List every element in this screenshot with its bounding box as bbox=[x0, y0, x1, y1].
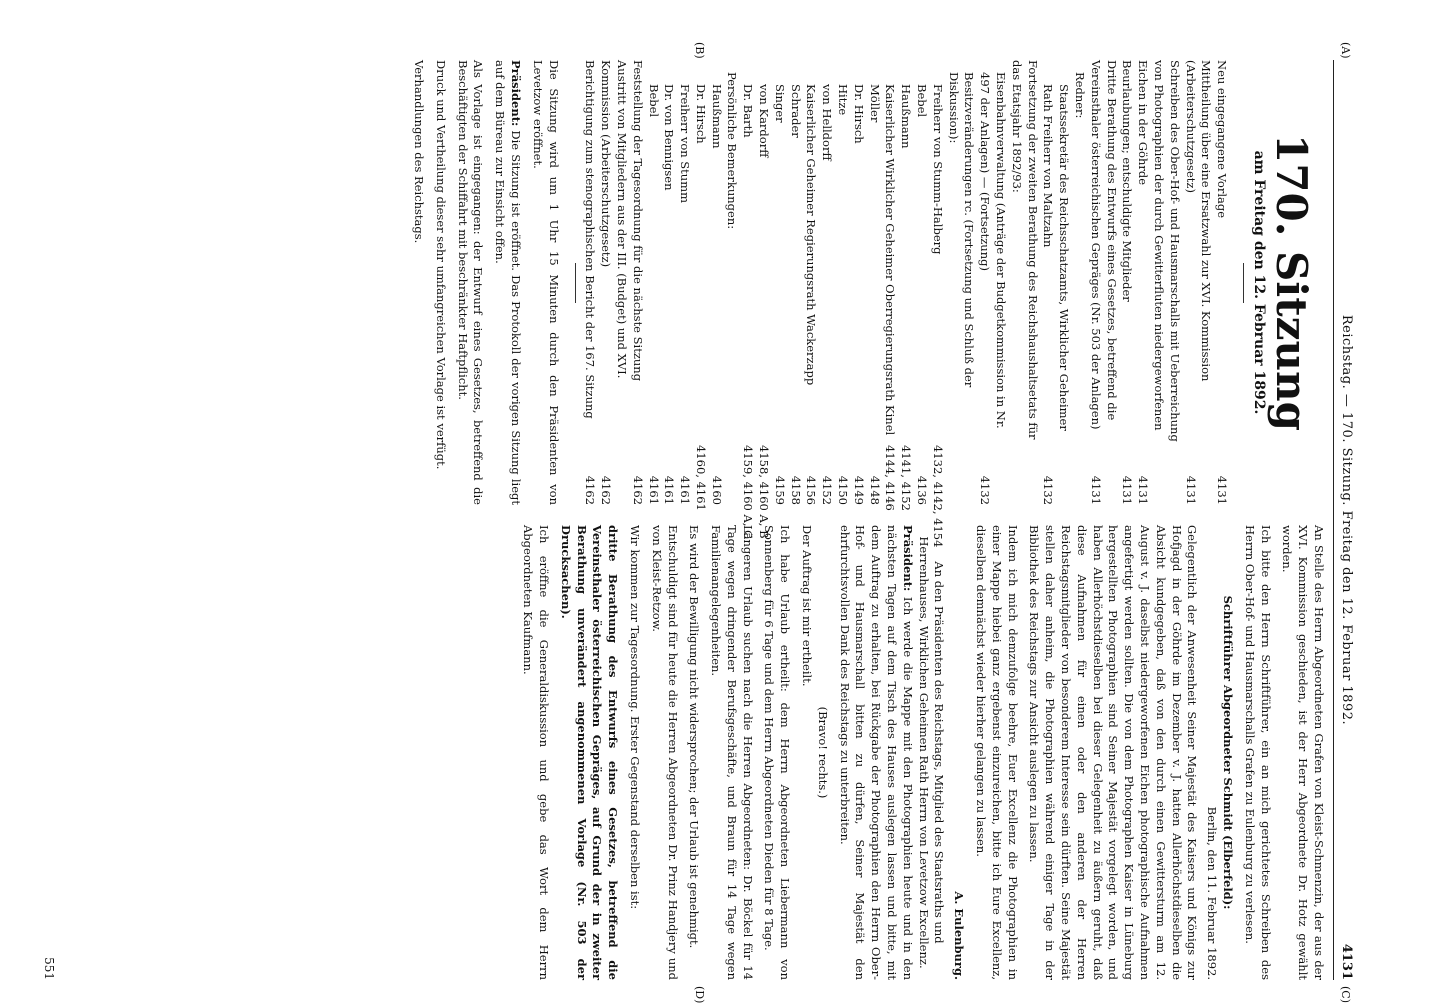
letter-body: Indem ich mich demzufolge beehre, Euer Excellenz die Photographien in einer Mappe hiebei ganz ergebenst einzureichen, bitte ich Eure Excellenz, dieselben demnächst wieder hierher gelangen zu lassen. bbox=[974, 525, 1020, 980]
divider bbox=[1243, 263, 1244, 303]
toc-entry bbox=[850, 60, 866, 505]
toc-entry-page: 4150 bbox=[836, 475, 851, 505]
paragraph bbox=[491, 60, 523, 505]
toc-entry bbox=[945, 60, 977, 505]
toc-entry bbox=[976, 60, 1008, 505]
speaker-label: Schriftführer Abgeordneter Schmidt (Elberfeld): bbox=[1221, 595, 1236, 910]
toc-entry-text: Feststellung der Tagesordnung für die nächste Sitzung bbox=[630, 60, 645, 382]
toc-entry-text: Redner: bbox=[1073, 72, 1088, 119]
toc-entry bbox=[818, 60, 834, 505]
left-column bbox=[26, 60, 1326, 548]
toc-entry-page: 4161 bbox=[662, 475, 677, 505]
page-footer: Verhandlungen des Reichstags. bbox=[411, 60, 426, 244]
toc-entry-page: 4162 bbox=[630, 475, 645, 505]
letter-place-date: Berlin, den 11. Februar 1892. bbox=[1205, 806, 1220, 980]
toc-entry-text: Berichtigung zum stenographischen Bericht der 167. Sitzung bbox=[583, 60, 598, 419]
session-heading: 170. Sitzung bbox=[1267, 134, 1316, 431]
paragraph: Ich bitte den Herrn Schriftführer, ein an mich gerichtetes Schreiben des Herrn Ober-Hof- und Hausmarschalls Grafen zu Eulenburg zu verlesen. bbox=[1242, 525, 1273, 980]
toc-entry-text: Singer bbox=[772, 84, 787, 123]
header-page-number: 4131 bbox=[1339, 943, 1354, 980]
toc-entry-page: 4161 bbox=[678, 475, 693, 505]
toc-entry-text: Hitze bbox=[836, 84, 851, 116]
toc-entry bbox=[929, 60, 945, 548]
toc-entry bbox=[1087, 60, 1119, 505]
toc-entry bbox=[1119, 60, 1135, 505]
paragraph bbox=[836, 525, 915, 980]
toc-entry-text: Dritte Berathung des Entwurfs eines Gesetzes, betreffend die Vereinsthaler österreichischen Gepräges (Nr. 503 der Anlagen) bbox=[1088, 60, 1119, 430]
toc-entry bbox=[661, 60, 677, 505]
toc-entry-page: 4161 bbox=[646, 475, 661, 505]
toc-entry bbox=[1040, 60, 1072, 505]
letter-body: Gelegentlich der Anwesenheit Seiner Majestät des Kaisers und Königs zur Hofjagd in der Göhrde im Dezember v. J. hatten Allerhöchstdieselben die Absicht kundgegeben, daß von den durch einen Gewittersturm am 12. August v. J. daselbst niedergeworfenen Eichen photographische Aufnahmen angefertigt werden sollten. Die von dem Photographen Kaiser in Lüneburg hergestellten Photographien sind Seiner Majestät vorgelegt worden, und haben Allerhöchstdieselben bei dieser Gelegenheit zu äußern geruht, daß diese Aufnahmen für einen oder den anderen der Herren Reichstagsmitglieder von besonderem Interesse sein dürften. Seine Majestät stellen daher anheim, die Photographien während einiger Tage in der Bibliothek des Reichstags zur Ansicht auslegen zu lassen. bbox=[1027, 525, 1200, 980]
toc-entry-page: 4159, 4160 A, C bbox=[741, 445, 756, 539]
toc-entry-text: Haußmann bbox=[899, 84, 914, 149]
toc-entry bbox=[913, 60, 929, 505]
margin-marker-a: (A) bbox=[1339, 42, 1352, 59]
toc-entry-text: Dr. Hirsch bbox=[693, 84, 708, 144]
divider bbox=[575, 263, 576, 303]
toc-entry-text: Schreiben des Ober-Hof- und Hausmarschalls mit Ueberreichung von Photographien der durch Gewitterfluten niedergeworfenen Eichen in der Göhrde bbox=[1136, 60, 1182, 442]
toc-entry-page: 4160 bbox=[709, 475, 724, 505]
toc-entry-text: Schrader bbox=[788, 84, 803, 138]
toc-entry-text: Dr. von Bennigsen bbox=[662, 84, 677, 191]
toc-entry-page: 4131 bbox=[1215, 475, 1230, 505]
toc-entry-text: Kaiserlicher Geheimer Regierungsrath Wackerzapp bbox=[804, 84, 819, 386]
paragraph-text: Die Sitzung ist eröffnet. Das Protokoll der vorigen Sitzung liegt auf dem Büreau zur Einsicht offen. bbox=[493, 60, 523, 506]
paragraph: Der Auftrag ist mir ertheilt. bbox=[800, 525, 815, 687]
toc-entry-page: 4141, 4152 bbox=[899, 445, 914, 511]
toc-entry bbox=[724, 60, 740, 505]
toc-entry-page: 4152 bbox=[820, 475, 835, 505]
paragraph: Entschuldigt sind für heute die Herren Abgeordneten Dr. Prinz Handjery und von Kleist-Retzow. bbox=[649, 525, 680, 980]
margin-marker-d: (D) bbox=[693, 986, 706, 1003]
toc-entry-text: Austritt von Mitgliedern aus der III. (Budget) und XVI. Kommission (Arbeiterschutzgesetz) bbox=[599, 60, 629, 379]
paragraph: Ich habe Urlaub ertheilt: dem Herrn Abgeordneten Liebermann von Sonnenberg für 6 Tage und dem Herrn Abgeordneten Dieden für 8 Tage. bbox=[762, 525, 793, 980]
toc-entry-text: Dr. Barth bbox=[741, 84, 756, 138]
toc-entry-page: 4159 bbox=[772, 475, 787, 505]
toc-entry-text: Beurlaubungen; entschuldigte Mitglieder bbox=[1120, 60, 1135, 302]
toc-entry-page: 4131 bbox=[1136, 475, 1151, 505]
toc-entry-page: 4162 bbox=[599, 475, 614, 505]
toc-entry bbox=[834, 60, 850, 505]
toc-entry bbox=[597, 60, 629, 505]
paragraph: An Stelle des Herrn Abgeordneten Grafen von Kleist-Schmenzin, der aus der XVI. Kommission geschieden, ist der Herr Abgeordnete Dr. Hotz gewählt worden. bbox=[1280, 525, 1326, 980]
paragraph: Wir kommen zur Tagesordnung. Erster Gegenstand derselben ist: bbox=[627, 525, 642, 910]
letter-signature: A. Eulenburg. bbox=[952, 891, 967, 980]
toc-entry-text: Möller bbox=[867, 84, 882, 123]
toc-entry-page: 4144, 4146 bbox=[883, 445, 898, 511]
toc-entry bbox=[1071, 60, 1087, 505]
toc-entry-text: Persönliche Bemerkungen: bbox=[725, 72, 740, 230]
toc-entry-text: Kaiserlicher Wirklicher Geheimer Oberregierungsrath Kinel bbox=[883, 84, 898, 436]
toc-entry bbox=[882, 60, 898, 511]
toc-entry-page: 4131 bbox=[1120, 475, 1135, 505]
toc-entry-text: Bebel bbox=[646, 84, 661, 118]
paragraph: Längeren Urlaub suchen nach die Herren Abgeordneten: Dr. Böckel für 14 Tage wegen dringender Berufsgeschäfte, und Braun für 14 Tage wegen Familienangelegenheiten. bbox=[709, 525, 755, 980]
toc-entry bbox=[1008, 60, 1040, 505]
toc-entry-page: 4162 bbox=[583, 475, 598, 505]
toc-entry bbox=[755, 60, 772, 539]
toc-entry bbox=[708, 60, 724, 505]
toc-entry-page: 4156 bbox=[804, 475, 819, 505]
toc-entry bbox=[771, 60, 787, 505]
toc-entry-page: 4131 bbox=[1088, 475, 1103, 505]
toc-entry-text: Mittheilung über eine Ersatzwahl zur XVI. Kommission (Arbeiterschutzgesetz) bbox=[1183, 60, 1214, 382]
toc-entry-page: 4160, 4161 bbox=[693, 445, 708, 511]
paragraph-text: Ich werde die Mappe mit den Photographien heute und in den nächsten Tagen auf dem Tisch des Hauses auslegen lassen und bitte, mit dem Auftrag zu erhalten, bei Rückgabe der Photographien den Herrn Ober-Hof- und Hausmarschall bitten zu dürfen, Seiner Majestät den ehrfurchtsvollen Dank des Reichstags zu unterbreiten. bbox=[837, 525, 915, 980]
toc-entry-text: Fortsetzung der zweiten Berathung des Reichshaushaltsetats für das Etatsjahr 1892/93: bbox=[1009, 60, 1040, 440]
toc-entry bbox=[1213, 60, 1229, 505]
session-date: am Freitag den 12. Februar 1892. bbox=[1251, 150, 1267, 415]
paragraph: Es wird der Bewilligung nicht widersprochen; der Urlaub ist genehmigt. bbox=[687, 525, 702, 949]
margin-marker-b: (B) bbox=[693, 42, 706, 59]
toc-entry-text: Freiherr von Stumm bbox=[678, 84, 693, 204]
toc-entry-page: 4131 bbox=[1183, 475, 1198, 505]
toc-entry bbox=[1182, 60, 1214, 505]
toc-entry-text: von Kardorff bbox=[757, 84, 772, 158]
running-header bbox=[1333, 60, 1354, 980]
toc-entry-page: 4136 bbox=[915, 475, 930, 505]
toc-entry bbox=[645, 60, 661, 505]
paragraph: Als Vorlage ist eingegangen: der Entwurf eines Gesetzes, betreffend die Beschäftigten der Schiffahrt mit beschränkter Haftpflicht. bbox=[455, 60, 486, 505]
table-of-contents bbox=[582, 60, 1230, 548]
letter-address: An den Präsidenten des Reichstags, Mitglied des Staatsraths und Herrenhauses, Wirklichen Geheimen Rath Herrn von Levetzow Excellenz. bbox=[916, 536, 947, 969]
toc-entry bbox=[803, 60, 819, 505]
toc-entry bbox=[629, 60, 645, 505]
toc-entry-text: von Helldorff bbox=[820, 84, 835, 161]
margin-marker-c: (C) bbox=[1339, 986, 1352, 1003]
toc-entry bbox=[787, 60, 803, 505]
toc-entry-page: 4132 bbox=[978, 475, 993, 505]
speaker-label: Präsident: bbox=[900, 525, 915, 592]
toc-entry bbox=[897, 60, 914, 511]
opening-line: Die Sitzung wird um 1 Uhr 15 Minuten durch den Präsidenten von Levetzow eröffnet. bbox=[530, 60, 561, 505]
agenda-item: dritte Berathung des Entwurfs eines Gesetzes, betreffend die Vereinsthaler österreichischen Gepräges, auf Grund der in zweiter Berathung unverändert angenommenen Vorlage (Nr. 503 der Drucksachen). bbox=[558, 525, 621, 980]
toc-entry-text: Haußmann bbox=[709, 84, 724, 149]
toc-entry-page: 4158 bbox=[788, 475, 803, 505]
toc-entry-text: Dr. Hirsch bbox=[851, 84, 866, 144]
toc-entry-text: Besitzveränderungen rc. (Fortsetzung und Schluß der Diskussion): bbox=[946, 72, 977, 388]
toc-entry-text: Eisenbahnverwaltung (Anträge der Budgetkommission in Nr. 497 der Anlagen) — (Fortsetzung) bbox=[978, 72, 1009, 429]
paragraph: Druck und Vertheilung dieser sehr umfangreichen Vorlage ist verfügt. bbox=[433, 60, 448, 470]
header-title: Reichstag. — 170. Sitzung. Freitag den 12. Februar 1892. bbox=[1339, 314, 1354, 726]
toc-entry bbox=[866, 60, 882, 505]
toc-entry-page: 4132, 4142, 4154 bbox=[930, 445, 945, 548]
toc-entry-page: 4158, 4160 A, B bbox=[757, 445, 772, 539]
toc-entry-page: 4132 bbox=[1041, 475, 1056, 505]
right-column bbox=[26, 525, 1326, 980]
toc-entry bbox=[1134, 60, 1181, 505]
toc-entry bbox=[676, 60, 692, 505]
interjection: (Bravo! rechts.) bbox=[815, 706, 830, 799]
paragraph: Ich eröffne die Generaldiskussion und gebe das Wort dem Herrn Abgeordneten Kaufmann. bbox=[521, 525, 551, 980]
toc-entry-text: Staatssekretär des Reichsschatzamts, Wirklicher Geheimer Rath Freiherr von Maltzahn bbox=[1041, 84, 1072, 431]
toc-entry bbox=[582, 60, 598, 505]
bottom-page-number: 551 bbox=[42, 957, 56, 980]
toc-entry-page: 4148 bbox=[867, 475, 882, 505]
toc-entry-text: Neu eingegangene Vorlage bbox=[1215, 60, 1230, 219]
toc-entry bbox=[740, 60, 756, 539]
toc-entry-text: Bebel bbox=[915, 84, 930, 118]
toc-entry bbox=[692, 60, 708, 511]
speaker-label: Präsident: bbox=[508, 60, 523, 127]
toc-entry-text: Freiherr von Stumm-Halberg bbox=[930, 84, 945, 255]
toc-entry-page: 4149 bbox=[851, 475, 866, 505]
